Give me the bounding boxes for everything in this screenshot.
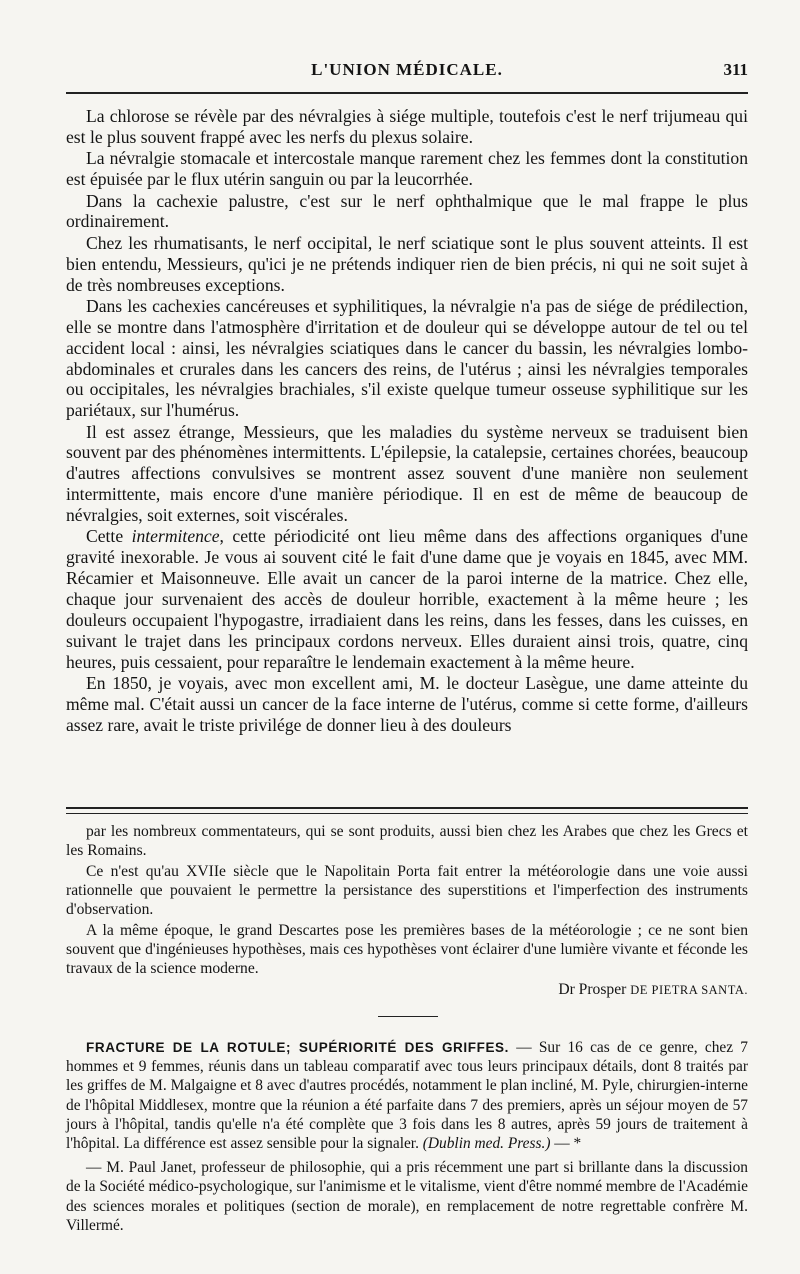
- news-section: [66, 1038, 748, 1240]
- main-text: [66, 106, 748, 736]
- running-header: [66, 60, 748, 88]
- text-span: , cette périodicité ont lieu même dans des affections organiques d'une gravité inexorable. Je vous ai souvent cité le fait d'une dame que je voyais en 1845, avec MM. Récamier et Maisonneuve. Elle avait un cancer de la paroi interne de la matrice. Chez elle, chaque jour survenaient des accès de douleur horrible, exactement à la même heure ; les douleurs occupaient l'hypogastre, irradiaient dans les reins, dans les fesses, dans les cuisses, en suivant le trajet dans les principaux cordons nerveux. Elles duraient ainsi trois, quatre, cinq heures, puis cessaient, pour reparaître le lendemain exactement à la même heure.: [66, 526, 748, 672]
- journal-title: L'UNION MÉDICALE.: [311, 60, 503, 79]
- paragraph: Il est assez étrange, Messieurs, que les maladies du système nerveux se traduisent bien souvent par des phénomènes intermittents. L'épilepsie, la catalepsie, certaines chorées, beaucoup d'autres affections convulsives se montrent assez souvent d'une manière non seulement intermittente, mais encore d'une manière périodique. Il en est de même de beaucoup de névralgies, soit externes, soit viscérales.: [66, 421, 748, 525]
- signature-name: PIETRA SANTA.: [651, 983, 748, 997]
- emphasis: intermitence: [131, 526, 220, 547]
- header-rule: [66, 92, 748, 94]
- signature-prefix: Dr Prosper: [558, 981, 631, 998]
- paragraph: La névralgie stomacale et intercostale manque rarement chez les femmes dont la constitution est épuisée par le flux utérin sanguin ou par la leucorrhée.: [66, 148, 748, 190]
- paragraph: Dans la cachexie palustre, c'est sur le nerf ophthalmique que le mal frappe le plus ordinairement.: [66, 190, 748, 232]
- news-item: — M. Paul Janet, professeur de philosophie, qui a pris récemment une part si brillante dans la discussion de la Société médico-psychologique, sur l'animisme et le vitalisme, vient d'être nommé membre de l'Académie des sciences morales et politiques (section de morale), en remplacement de notre regrettable confrère M. Villermé.: [66, 1159, 748, 1234]
- paragraph: A la même époque, le grand Descartes pose les premières bases de la météorologie ; ce ne sont bien souvent que d'ingénieuses hypothèses, mais ces hypothèses vont éclairer d'une lumière vivante et féconde les travaux de la science moderne.: [66, 922, 748, 977]
- text-span: Cette: [86, 526, 132, 547]
- signature-particle: DE: [630, 983, 652, 997]
- paragraph: Dans les cachexies cancéreuses et syphilitiques, la névralgie n'a pas de siége de prédilection, elle se montre dans l'atmosphère d'irritation et de douleur qui se développe autour de tel ou tel accident local : ainsi, les névralgies sciatiques dans le cancer du bassin, les névralgies lombo-abdominales et crurales dans les cancers des reins, de l'utérus ; ainsi les névralgies temporales ou occipitales, les névralgies brachiales, s'il existe quelque tumeur osseuse syphilitique sur les pariétaux, sur l'humérus.: [66, 295, 748, 421]
- news-text-end: — *: [550, 1135, 582, 1153]
- paragraph: [66, 526, 748, 672]
- news-item: [66, 1038, 748, 1153]
- author-signature: [66, 980, 748, 1000]
- section-separator: [378, 1016, 438, 1017]
- paragraph: En 1850, je voyais, avec mon excellent ami, M. le docteur Lasègue, une dame atteinte du même mal. C'était aussi un cancer de la face interne de l'utérus, comme si cette forme, d'ailleurs assez rare, avait le triste privilége de donner lieu à des douleurs: [66, 672, 748, 735]
- paragraph: par les nombreux commentateurs, qui se sont produits, aussi bien chez les Arabes que chez les Grecs et les Romains.: [66, 823, 748, 859]
- news-citation: (Dublin med. Press.): [422, 1135, 551, 1153]
- news-text: — Sur 16 cas de ce genre, chez 7 hommes et 9 femmes, réunis dans un tableau comparatif avec tous leurs principaux détails, dont 8 traités par les griffes de M. Malgaigne et 8 avec d'autres procédés, notamment le plan incliné, M. Pyle, chirurgien-interne de l'hôpital Middlesex, montre que la réunion a été parfaite dans 7 des premiers, après un séjour moyen de 57 jours à l'hôpital, tandis qu'elle n'a été complète que 3 fois dans les 8 autres, après 59 jours de traitement à l'hôpital. La différence est assez sensible pour la signaler.: [66, 1039, 748, 1153]
- paragraph: Chez les rhumatisants, le nerf occipital, le nerf sciatique sont le plus souvent atteints. Il est bien entendu, Messieurs, qu'ici je ne prétends indiquer rien de bien précis, ni qui ne soit sujet à de très nombreuses exceptions.: [66, 232, 748, 295]
- page-number: 311: [723, 60, 748, 79]
- news-heading: FRACTURE DE LA ROTULE; SUPÉRIORITÉ DES GRIFFES.: [86, 1040, 510, 1055]
- footnote-separator: [66, 807, 748, 814]
- feuilleton-text: [66, 822, 748, 1002]
- paragraph: La chlorose se révèle par des névralgies à siége multiple, toutefois c'est le nerf trijumeau qui est le plus souvent frappé avec les nerfs du plexus solaire.: [66, 106, 748, 147]
- paragraph: Ce n'est qu'au XVIIe siècle que le Napolitain Porta fait entrer la météorologie dans une voie aussi rationnelle que pouvaient le permettre la persistance des superstitions et l'imperfection des instruments d'observation.: [66, 863, 748, 918]
